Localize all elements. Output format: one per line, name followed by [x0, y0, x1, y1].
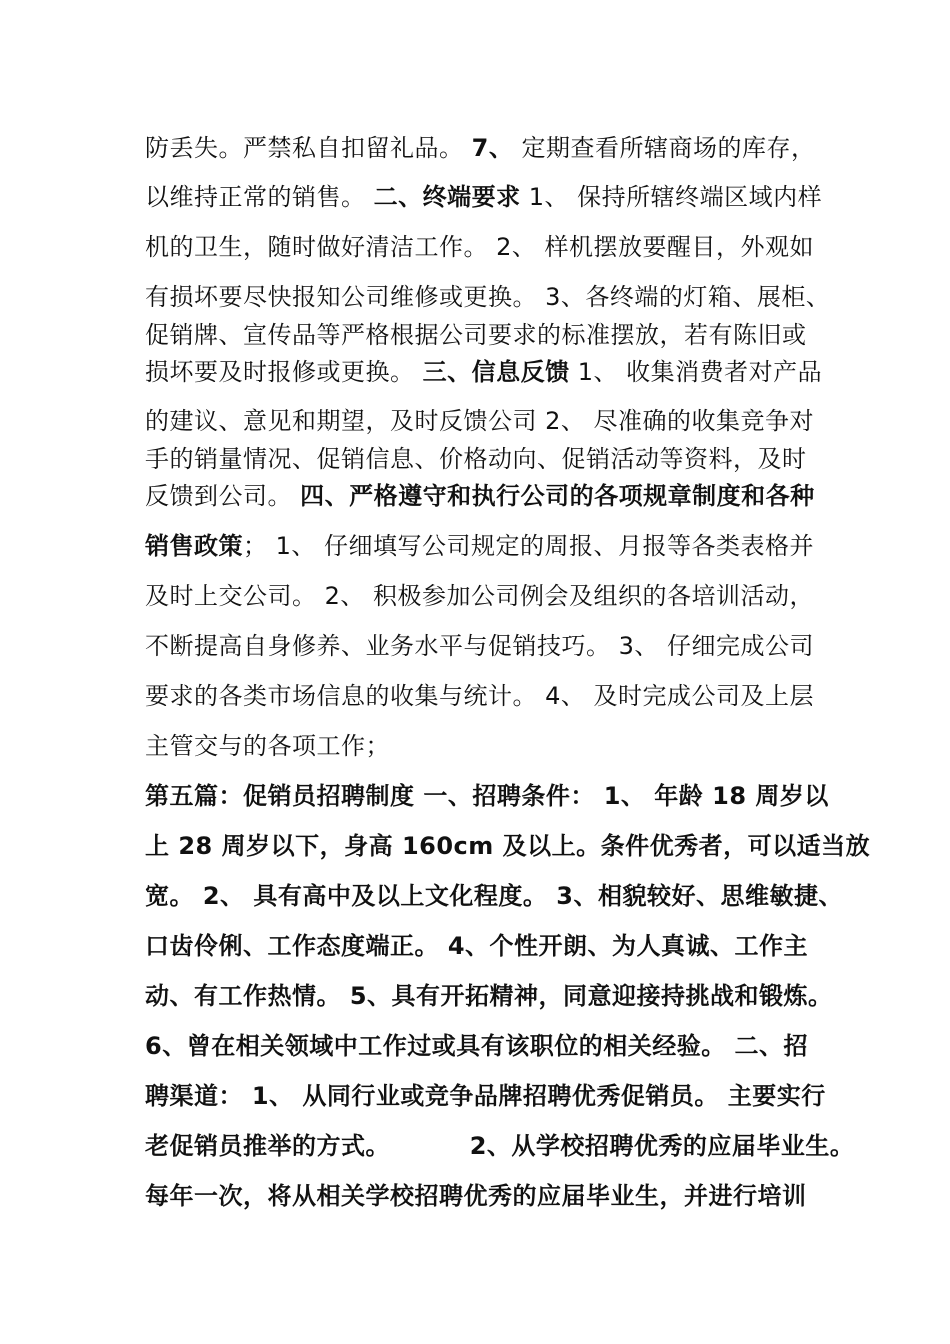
text-run: 以维持正常的销售。	[145, 183, 374, 211]
bold-text-run: 老促销员推举的方式。 2、从学校招聘优秀的应届毕业生。	[145, 1132, 855, 1160]
text-line	[145, 182, 822, 212]
text-line	[145, 133, 815, 163]
bold-text-run: 上 28 周岁以下，身高 160cm 及以上。条件优秀者，可以适当放	[145, 832, 871, 860]
text-line	[145, 881, 843, 911]
text-run: 反馈到公司。	[145, 482, 301, 510]
text-run: 主管交与的各项工作；	[145, 732, 390, 760]
text-run: 机的卫生，随时做好清洁工作。 2、 样机摆放要醒目，外观如	[145, 233, 815, 261]
text-line	[145, 581, 814, 611]
text-run: 有损坏要尽快报知公司维修或更换。 3、各终端的灯箱、展柜、	[145, 283, 831, 311]
text-run: 手的销量情况、促销信息、价格动向、促销活动等资料，及时	[145, 445, 807, 473]
text-line	[145, 781, 829, 811]
bold-text-run: 四、严格遵守和执行公司的各项规章制度和各种	[300, 482, 815, 510]
bold-text-run: 二、终端要求	[373, 183, 521, 211]
text-line	[145, 282, 830, 312]
text-line	[145, 981, 833, 1011]
text-line	[145, 320, 807, 350]
text-line	[145, 531, 814, 561]
text-line	[145, 481, 815, 511]
text-run: 促销牌、宣传品等严格根据公司要求的标准摆放，若有陈旧或	[145, 321, 807, 349]
bold-text-run: 口齿伶俐、工作态度端正。 4、个性开朗、为人真诚、工作主	[145, 932, 809, 960]
text-line	[145, 1131, 854, 1161]
text-line	[145, 1081, 826, 1111]
text-run: 1、 保持所辖终端区域内样	[520, 183, 823, 211]
bold-text-run: 宽。 2、 具有高中及以上文化程度。 3、相貌较好、思维敏捷、	[145, 882, 843, 910]
text-line	[145, 681, 814, 711]
text-run: 防丢失。严禁私自扣留礼品。	[145, 134, 472, 162]
text-run: 1、 收集消费者对产品	[569, 358, 823, 386]
bold-text-run: 7、	[471, 134, 514, 162]
text-run: 定期查看所辖商场的库存，	[513, 134, 816, 162]
text-run: 的建议、意见和期望，及时反馈公司 2、 尽准确的收集竞争对	[145, 407, 815, 435]
text-line	[145, 831, 870, 861]
text-line	[145, 406, 814, 436]
text-run: ； 1、 仔细填写公司规定的周报、月报等各类表格并	[243, 532, 815, 560]
bold-text-run: 动、有工作热情。 5、具有开拓精神，同意迎接持挑战和锻炼。	[145, 982, 833, 1010]
text-run: 损坏要及时报修或更换。	[145, 358, 423, 386]
text-line	[145, 631, 814, 661]
bold-text-run: 销售政策	[145, 532, 243, 560]
text-line	[145, 1031, 808, 1061]
text-line	[145, 731, 390, 761]
text-line	[145, 232, 814, 262]
bold-text-run: 三、信息反馈	[422, 358, 570, 386]
text-line	[145, 357, 822, 387]
text-run: 要求的各类市场信息的收集与统计。 4、 及时完成公司及上层	[145, 682, 815, 710]
text-run: 不断提高自身修养、业务水平与促销技巧。 3、 仔细完成公司	[145, 632, 815, 660]
bold-text-run: 6、曾在相关领域中工作过或具有该职位的相关经验。 二、招	[145, 1032, 809, 1060]
bold-text-run: 聘渠道： 1、 从同行业或竞争品牌招聘优秀促销员。 主要实行	[145, 1082, 826, 1110]
text-line	[145, 444, 807, 474]
bold-text-run: 每年一次，将从相关学校招聘优秀的应届毕业生，并进行培训	[145, 1182, 807, 1210]
bold-text-run: 第五篇：促销员招聘制度 一、招聘条件： 1、 年龄 18 周岁以	[145, 782, 829, 810]
text-run: 及时上交公司。 2、 积极参加公司例会及组织的各培训活动，	[145, 582, 815, 610]
text-line	[145, 931, 808, 961]
text-line	[145, 1181, 807, 1211]
